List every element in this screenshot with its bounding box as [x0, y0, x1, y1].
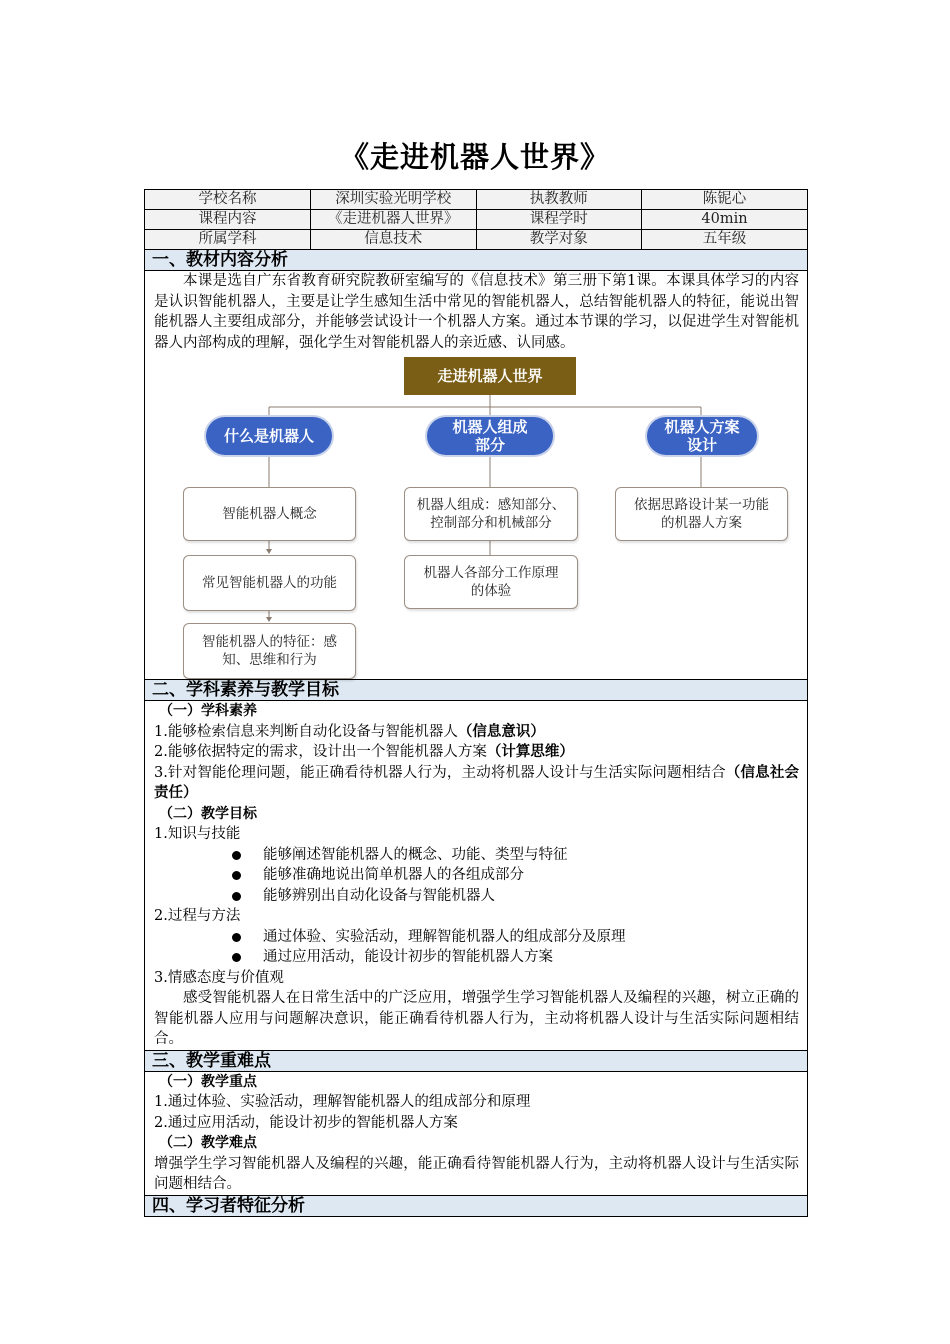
- box-label: 的体验: [470, 583, 512, 599]
- info-cell: 陈铌心: [642, 190, 808, 210]
- bullet-text: 通过体验、实验活动，理解智能机器人的组成部分及原理: [263, 928, 626, 945]
- concept-diagram: [154, 353, 799, 679]
- goal-title: 2.过程与方法: [154, 908, 241, 924]
- box-label: 机器人组成：感知部分、: [416, 497, 566, 513]
- info-cell: 所属学科: [145, 230, 311, 250]
- item-text: 1.能够检索信息来判断自动化设备与智能机器人: [154, 723, 458, 740]
- bullet-icon: [232, 851, 241, 860]
- subheading: （二）教学难点: [159, 1135, 257, 1151]
- box-label: 依据思路设计某一功能: [634, 497, 769, 513]
- item-bold: （信息意识）: [457, 723, 545, 740]
- info-cell: 执教教师: [476, 190, 642, 210]
- bullet-icon: [232, 892, 241, 901]
- bullet-item: [154, 845, 799, 866]
- goal-title: 3.情感态度与价值观: [154, 969, 284, 986]
- section-heading-key-difficulties: 三、教学重难点: [145, 1050, 807, 1072]
- section-body: [145, 701, 807, 1050]
- diagram-box: [183, 555, 356, 611]
- info-cell: 教学对象: [476, 230, 642, 250]
- bullet-item: [154, 927, 799, 948]
- bullet-text: 能够辨别出自动化设备与智能机器人: [263, 887, 495, 904]
- branch-label: 什么是机器人: [223, 427, 314, 445]
- box-label: 的机器人方案: [661, 515, 742, 531]
- item-bold: （信息社会责任）: [154, 764, 799, 801]
- diagram-branch-robot-components: [427, 417, 553, 455]
- document-title: 《走进机器人世界》: [339, 140, 610, 174]
- subheading: （一）教学重点: [159, 1073, 257, 1090]
- diagram-box: [183, 623, 356, 679]
- table-row: [145, 210, 807, 230]
- table-row: [145, 230, 807, 250]
- branch-label: 机器人方案: [664, 418, 740, 436]
- branch-label: 机器人组成: [452, 418, 528, 436]
- box-label: 智能机器人概念: [222, 506, 317, 522]
- list-item: [154, 742, 799, 763]
- paragraph: 感受智能机器人在日常生活中的广泛应用，增强学生学习智能机器人及编程的兴趣，树立正确的智能机器人应用与问题解决意识，能正确看待机器人行为，主动将机器人设计与生活实际问题相结合。: [154, 990, 799, 1047]
- branch-label: 部分: [474, 436, 505, 454]
- info-cell: 五年级: [642, 230, 808, 250]
- section-heading-learner-analysis: 四、学习者特征分析: [145, 1195, 807, 1217]
- info-cell: 课程内容: [145, 210, 311, 230]
- info-cell: 课程学时: [476, 210, 642, 230]
- lesson-plan-table: [144, 189, 808, 1217]
- diagram-box: [183, 487, 356, 541]
- diagram-branch-what-is-robot: [206, 417, 332, 455]
- subheading: （二）教学目标: [159, 805, 257, 822]
- diagram-box: [615, 487, 788, 541]
- paragraph: 本课是选自广东省教育研究院教研室编写的《信息技术》第三册下第1课。本课具体学习的内容是认识智能机器人，主要是让学生感知生活中常见的智能机器人，总结智能机器人的特征，能说出智能机器人主要组成部分，并能够尝试设计一个机器人方案。通过本节课的学习，以促进学生对智能机器人内部构成的理解，强化学生对智能机器人的亲近感、认同感。: [154, 273, 799, 351]
- box-label: 知、思维和行为: [222, 652, 317, 668]
- info-cell: 40min: [642, 210, 808, 230]
- bullet-item: [154, 865, 799, 886]
- diagram-branch-robot-design: [647, 417, 757, 455]
- item-text: 3.针对智能伦理问题，能正确看待机器人行为，主动将机器人设计与生活实际问题相结合: [154, 764, 726, 781]
- table-row: [145, 190, 807, 210]
- box-label: 常见智能机器人的功能: [202, 575, 337, 591]
- list-item: [154, 722, 799, 743]
- item-bold: （计算思维）: [486, 744, 574, 760]
- bullet-text: 能够阐述智能机器人的概念、功能、类型与特征: [263, 846, 568, 863]
- diagram-box: [404, 555, 578, 609]
- section-heading-literacy-goals: 二、学科素养与教学目标: [145, 679, 807, 701]
- bullet-icon: [232, 871, 241, 880]
- bullet-item: [154, 886, 799, 907]
- paragraph: 增强学生学习智能机器人及编程的兴趣，能正确看待智能机器人行为，主动将机器人设计与生活实际问题相结合。: [154, 1155, 799, 1192]
- bullet-item: [154, 947, 799, 968]
- branch-label: 设计: [686, 436, 717, 454]
- diagram-root: 走进机器人世界: [404, 357, 576, 395]
- list-item: 2.通过应用活动，能设计初步的智能机器人方案: [154, 1114, 458, 1131]
- info-cell: 学校名称: [145, 190, 311, 210]
- info-table: [145, 190, 807, 250]
- list-item: 1.通过体验、实验活动，理解智能机器人的组成部分和原理: [154, 1094, 531, 1110]
- section-body: [145, 1072, 807, 1195]
- list-item: [154, 763, 799, 804]
- info-cell: 信息技术: [311, 230, 477, 250]
- item-text: 2.能够依据特定的需求，设计出一个智能机器人方案: [154, 744, 487, 760]
- bullet-text: 能够准确地说出简单机器人的各组成部分: [263, 867, 524, 883]
- section-body: [145, 271, 807, 679]
- section-heading-textbook-analysis: 一、教材内容分析: [145, 250, 807, 271]
- bullet-icon: [232, 933, 241, 942]
- box-label: 智能机器人的特征：感: [202, 634, 337, 650]
- info-cell: 深圳实验光明学校: [311, 190, 477, 210]
- bullet-icon: [232, 953, 241, 962]
- goal-title: 1.知识与技能: [154, 826, 241, 842]
- box-label: 控制部分和机械部分: [430, 515, 552, 531]
- bullet-text: 通过应用活动，能设计初步的智能机器人方案: [263, 949, 553, 965]
- box-label: 机器人各部分工作原理: [423, 565, 559, 581]
- info-cell: 《走进机器人世界》: [311, 210, 477, 230]
- subheading: （一）学科素养: [159, 703, 257, 719]
- diagram-box: [404, 487, 578, 541]
